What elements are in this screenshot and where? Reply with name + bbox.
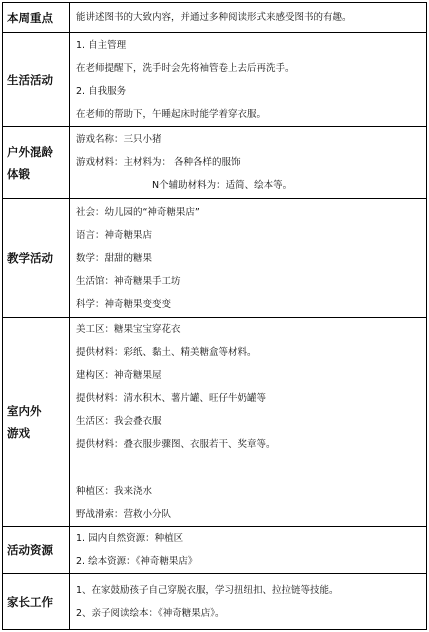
teaching-line: 数学：甜甜的糖果: [76, 252, 153, 264]
teaching-line: 语言：神奇糖果店: [76, 229, 153, 241]
header-outdoor-line: 体锻: [7, 166, 30, 181]
header-weekly-focus: 本周重点: [3, 3, 70, 33]
games-line: 提供材料：清水积木、薯片罐、旺仔牛奶罐等: [76, 393, 267, 404]
games-line: 提供材料：叠衣服步骤图、衣服若干、奖章等。: [76, 439, 276, 450]
content-teaching-activities: [70, 199, 427, 318]
outdoor-line: 游戏材料：主材料为： 各种各样的服饰: [76, 157, 241, 168]
header-activity-resources: 活动资源: [3, 527, 70, 574]
row-outdoor-exercise: [3, 127, 427, 199]
content-indoor-outdoor-games: [70, 318, 427, 527]
header-outdoor-line: 户外混龄: [7, 144, 53, 159]
header-games-line: 室内外: [7, 404, 42, 418]
focus-line: 能讲述图书的大致内容，并通过多种阅读形式来感受图书的有趣。: [76, 12, 352, 23]
parents-line: 1、在家鼓励孩子自己穿脱衣服，学习扭纽扣、拉拉链等技能。: [76, 584, 339, 596]
resources-line: 1. 园内自然资源：种植区: [76, 533, 184, 544]
games-line: 美工区：糖果宝宝穿花衣: [76, 324, 181, 335]
games-line-spacer: [76, 456, 426, 480]
header-life-activities: 生活活动: [3, 33, 70, 127]
row-activity-resources: [3, 527, 427, 574]
content-weekly-focus: [70, 3, 427, 33]
row-teaching-activities: [3, 199, 427, 318]
header-teaching-activities: 教学活动: [3, 199, 70, 318]
life-line: 1. 自主管理: [76, 39, 127, 51]
content-life-activities: [70, 33, 427, 127]
row-parent-work: [3, 574, 427, 630]
teaching-line: 生活馆：神奇糖果手工坊: [76, 275, 181, 287]
content-parent-work: [70, 574, 427, 630]
outdoor-line: 游戏名称：三只小猪: [76, 134, 162, 145]
life-line: 2. 自我服务: [76, 85, 127, 97]
header-parent-work: 家长工作: [3, 574, 70, 630]
header-indoor-outdoor-games: [3, 318, 70, 527]
life-line: 在老师提醒下，洗手时会先将袖管卷上去后再洗手。: [76, 62, 295, 74]
games-line: 种植区：我来浇水: [76, 486, 153, 497]
row-weekly-focus: [3, 3, 427, 33]
weekly-plan-table: [2, 2, 427, 630]
teaching-line: 社会：幼儿园的“神奇糖果店”: [76, 206, 200, 218]
header-outdoor-exercise: [3, 127, 70, 199]
resources-line: 2. 绘本资源：《神奇糖果店》: [76, 556, 198, 567]
games-line: 野战滑索：营救小分队: [76, 509, 172, 520]
content-outdoor-exercise: [70, 127, 427, 199]
outdoor-line: N个辅助材料为：适简、绘本等。: [152, 180, 293, 191]
row-indoor-outdoor-games: [3, 318, 427, 527]
games-line: 提供材料：彩纸、黏土、精美糖盒等材料。: [76, 347, 257, 358]
row-life-activities: [3, 33, 427, 127]
life-line: 在老师的帮助下，午睡起床时能学着穿衣服。: [76, 108, 267, 120]
header-games-line: 游戏: [7, 426, 30, 440]
teaching-line: 科学：神奇糖果变变变: [76, 298, 172, 310]
parents-line: 2、亲子阅读绘本：《神奇糖果店》。: [76, 607, 225, 619]
games-line: 建构区：神奇糖果屋: [76, 370, 162, 381]
content-activity-resources: [70, 527, 427, 574]
games-line: 生活区：我会叠衣服: [76, 416, 162, 427]
